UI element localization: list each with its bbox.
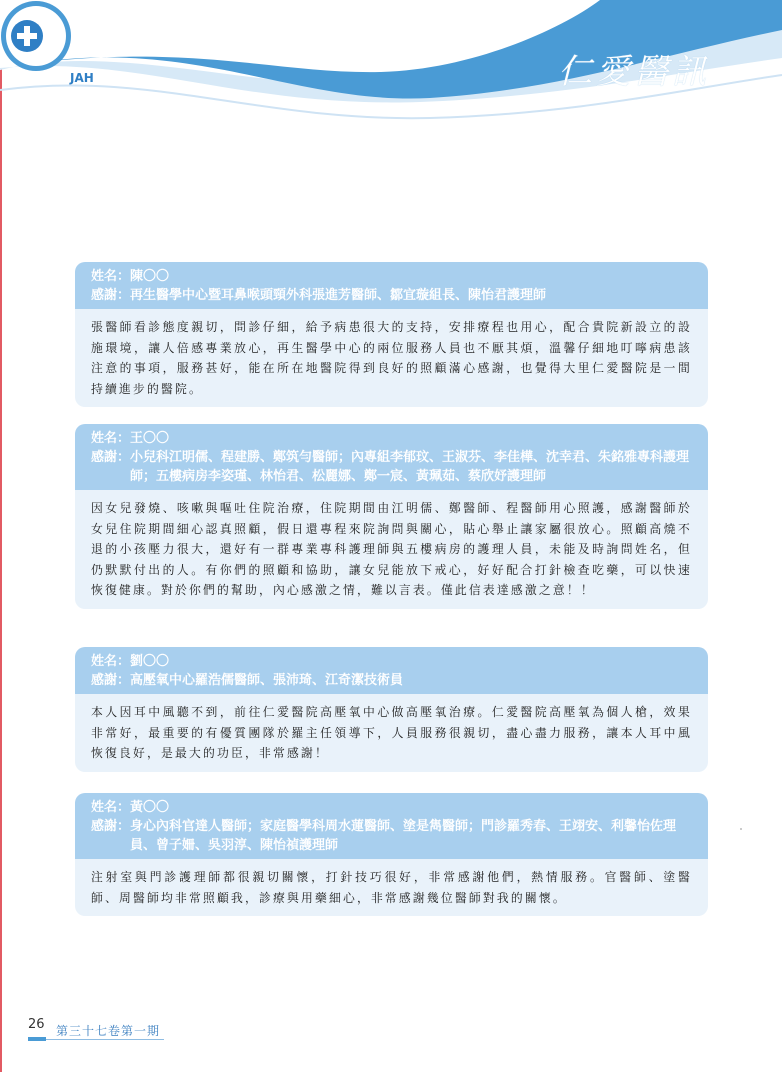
thanks-recipients: 再生醫學中心暨耳鼻喉頭頸外科張進芳醫師、鄒宜璇組長、陳怡君護理師 bbox=[130, 288, 547, 303]
page-number: 26 bbox=[28, 1017, 45, 1032]
thanks-recipients: 小兒科江明儒、程建勝、鄭筑勻醫師；內專組李郁玟、王淑芬、李佳樺、沈幸君、朱銘雅專科護理師；五樓病房李姿瑾、林怡君、松麗娜、鄭一宸、黃珮茹、蔡欣妤護理師 bbox=[130, 450, 690, 484]
thanks-card-2 bbox=[75, 424, 708, 609]
name-label: 姓名： bbox=[91, 269, 131, 284]
page-number-bar bbox=[28, 1037, 46, 1041]
patient-name: 王〇〇 bbox=[130, 431, 170, 446]
thanks-label: 感謝： bbox=[91, 288, 131, 303]
thanks-card-3 bbox=[75, 647, 708, 772]
thanks-label: 感謝： bbox=[91, 819, 131, 834]
card-header bbox=[75, 647, 708, 694]
thanks-label: 感謝： bbox=[91, 673, 131, 688]
card-message: 因女兒發燒、咳嗽與嘔吐住院治療，住院期間由江明儒、鄭醫師、程醫師用心照護，感謝醫師於女兒住院期間細心認真照顧，假日還專程來院詢問與關心，貼心舉止讓家屬很放心。照顧高燒不退的小孩壓力很大，還好有一群專業專科護理師與五樓病房的護理人員，未能及時詢問姓名，但仍默默付出的人。有你們的照顧和協助，讓女兒能放下戒心，好好配合打針檢查吃藥，可以快速恢復健康。對於你們的幫助，內心感激之情，難以言表。僅此信表達感激之意！！ bbox=[75, 490, 708, 609]
patient-name: 劉〇〇 bbox=[130, 654, 170, 669]
thanks-label: 感謝： bbox=[91, 450, 131, 465]
thanks-card-4 bbox=[75, 793, 708, 916]
left-margin-rule bbox=[0, 0, 2, 1072]
logo-text: JAH bbox=[70, 71, 94, 85]
publication-title: 仁愛醫訊 bbox=[558, 52, 710, 92]
hospital-logo-icon bbox=[0, 0, 72, 72]
card-header bbox=[75, 262, 708, 309]
patient-name: 黃〇〇 bbox=[130, 800, 170, 815]
page-header bbox=[0, 0, 782, 130]
issue-label: 第三十七卷第一期 bbox=[56, 1024, 161, 1038]
stray-dot bbox=[740, 828, 742, 830]
patient-name: 陳〇〇 bbox=[130, 269, 170, 284]
card-message: 注射室與門診護理師都很親切關懷，打針技巧很好，非常感謝他們，熱情服務。官醫師、塗醫師、周醫師均非常照顧我，診療與用藥細心，非常感謝幾位醫師對我的關懷。 bbox=[75, 859, 708, 916]
card-message: 本人因耳中風聽不到，前往仁愛醫院高壓氧中心做高壓氧治療。仁愛醫院高壓氧為個人槍，效果非常好，最重要的有優質團隊於羅主任領導下，人員服務很親切，盡心盡力服務，讓本人耳中風恢復良好，是最大的功臣，非常感謝！ bbox=[75, 694, 708, 772]
name-label: 姓名： bbox=[91, 800, 131, 815]
card-message: 張醫師看診態度親切，問診仔細，給予病患很大的支持，安排療程也用心，配合貴院新設立的設施環境，讓人倍感專業放心，再生醫學中心的兩位服務人員也不厭其煩，溫馨仔細地叮嚀病患該注意的事項，服務甚好，能在所在地醫院得到良好的照顧滿心感謝，也覺得大里仁愛醫院是一間持續進步的醫院。 bbox=[75, 309, 708, 407]
name-label: 姓名： bbox=[91, 654, 131, 669]
thanks-recipients: 高壓氧中心羅浩儒醫師、張沛琦、江奇潔技術員 bbox=[130, 673, 404, 688]
card-header bbox=[75, 424, 708, 490]
thanks-recipients: 身心內科官達人醫師；家庭醫學科周水蓮醫師、塗是雋醫師；門診羅秀春、王翊安、利馨怡佐理員、曾子姍、吳羽淳、陳怡禎護理師 bbox=[130, 819, 677, 853]
name-label: 姓名： bbox=[91, 431, 131, 446]
footer-rule bbox=[46, 1039, 164, 1040]
card-header bbox=[75, 793, 708, 859]
thanks-card-1 bbox=[75, 262, 708, 407]
